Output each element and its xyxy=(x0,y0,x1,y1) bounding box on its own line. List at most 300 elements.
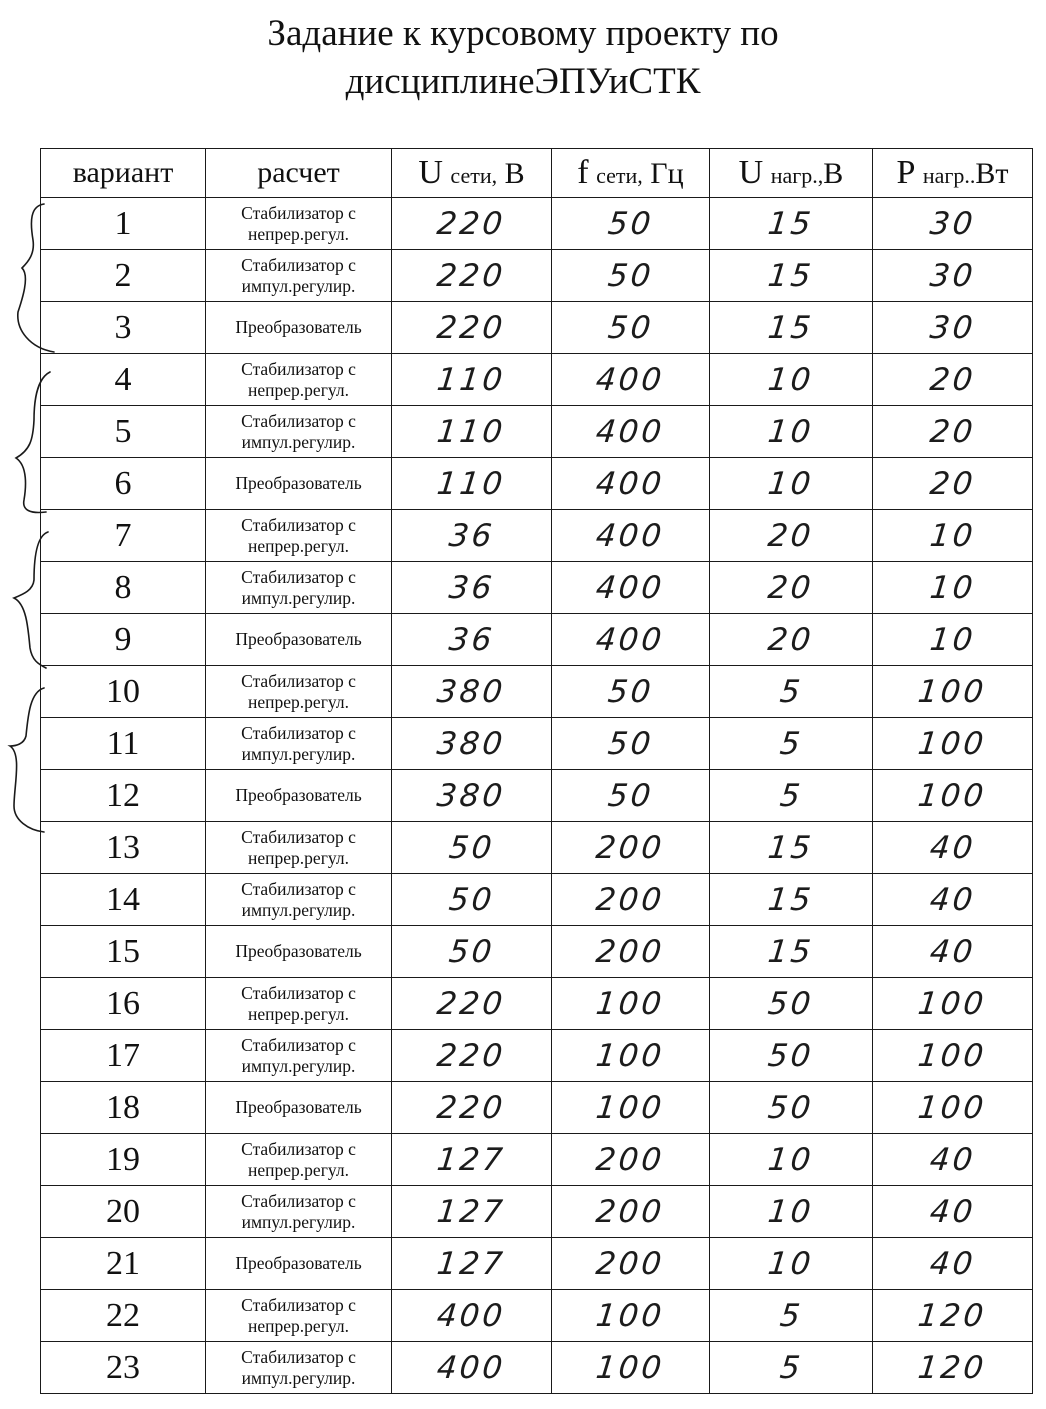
variant-cell xyxy=(41,406,206,458)
variant-cell-text: 22 xyxy=(106,1296,140,1334)
u-load-cell xyxy=(710,458,873,510)
f-net-cell-text: 100 xyxy=(594,1349,667,1386)
u-load-cell xyxy=(710,198,873,250)
header-calc: расчет xyxy=(206,149,392,198)
header-f-net xyxy=(552,149,710,198)
u-load-cell-text: 50 xyxy=(766,1089,816,1126)
variant-cell xyxy=(41,1030,206,1082)
u-load-cell-text: 15 xyxy=(766,205,816,242)
p-load-cell xyxy=(873,718,1033,770)
u-net-cell xyxy=(392,770,552,822)
calc-cell-text: Стабилизатор с непрер.регул. xyxy=(241,358,356,400)
p-load-cell xyxy=(873,614,1033,666)
calc-cell xyxy=(206,1238,392,1290)
variant-cell xyxy=(41,250,206,302)
u-net-cell-text: 380 xyxy=(435,777,508,814)
table-row xyxy=(41,406,1033,458)
calc-cell-text: Стабилизатор с импул.регулир. xyxy=(241,254,356,296)
variant-cell-text: 3 xyxy=(114,308,132,346)
table-row xyxy=(41,1082,1033,1134)
u-load-cell-text: 10 xyxy=(766,1193,816,1230)
f-net-cell-text: 200 xyxy=(594,1141,667,1178)
calc-cell-text: Преобразователь xyxy=(235,317,362,337)
u-load-cell xyxy=(710,1342,873,1394)
f-net-cell-text: 50 xyxy=(605,257,656,294)
variant-cell-text: 5 xyxy=(114,412,132,450)
u-net-cell-text: 380 xyxy=(435,673,508,710)
calc-cell xyxy=(206,666,392,718)
calc-cell-text: Стабилизатор с импул.регулир. xyxy=(241,1190,356,1232)
variant-cell xyxy=(41,562,206,614)
table-row xyxy=(41,718,1033,770)
f-net-cell-text: 200 xyxy=(594,1193,667,1230)
f-net-cell-text: 400 xyxy=(594,621,667,658)
variant-cell xyxy=(41,1238,206,1290)
u-load-cell-text: 5 xyxy=(777,1297,805,1334)
p-load-cell xyxy=(873,1290,1033,1342)
p-load-cell-text: 40 xyxy=(927,881,978,918)
f-net-cell xyxy=(552,1342,710,1394)
calc-cell xyxy=(206,302,392,354)
p-load-cell-text: 30 xyxy=(927,309,978,346)
calc-cell-text: Стабилизатор с непрер.регул. xyxy=(241,514,356,556)
p-load-cell-text: 40 xyxy=(927,829,978,866)
variant-cell-text: 8 xyxy=(114,568,132,606)
variant-cell-text: 11 xyxy=(106,724,140,762)
u-net-cell xyxy=(392,562,552,614)
variant-cell-text: 7 xyxy=(114,516,132,554)
u-load-cell xyxy=(710,874,873,926)
f-net-cell-text: 100 xyxy=(594,1297,667,1334)
f-net-cell xyxy=(552,1186,710,1238)
u-load-symbol: U xyxy=(738,154,764,191)
u-load-cell-text: 5 xyxy=(777,725,805,762)
u-net-cell-text: 400 xyxy=(435,1297,508,1334)
p-load-cell xyxy=(873,406,1033,458)
calc-cell-text: Стабилизатор с непрер.регул. xyxy=(241,826,356,868)
variant-cell xyxy=(41,666,206,718)
table-row xyxy=(41,770,1033,822)
u-net-cell-text: 220 xyxy=(435,205,508,242)
u-load-cell-text: 10 xyxy=(766,361,816,398)
u-load-cell xyxy=(710,1030,873,1082)
u-net-cell-text: 220 xyxy=(435,309,508,346)
u-net-symbol: U xyxy=(418,154,443,191)
title-line-2: дисциплинеЭПУиСТК xyxy=(345,61,701,102)
p-load-cell xyxy=(873,354,1033,406)
u-load-cell xyxy=(710,1290,873,1342)
calc-cell-text: Стабилизатор с импул.регулир. xyxy=(241,410,356,452)
u-load-sub: нагр., xyxy=(770,163,824,188)
p-load-cell-text: 30 xyxy=(927,205,978,242)
table-row xyxy=(41,1134,1033,1186)
p-load-cell-text: 30 xyxy=(927,257,978,294)
u-net-cell xyxy=(392,822,552,874)
u-load-cell xyxy=(710,1082,873,1134)
u-load-cell-text: 50 xyxy=(766,1037,816,1074)
u-net-cell xyxy=(392,978,552,1030)
f-net-cell-text: 400 xyxy=(594,361,667,398)
f-net-cell xyxy=(552,718,710,770)
u-load-cell-text: 15 xyxy=(766,309,816,346)
p-load-cell xyxy=(873,926,1033,978)
u-load-cell xyxy=(710,406,873,458)
p-load-cell xyxy=(873,1082,1033,1134)
u-net-cell xyxy=(392,1186,552,1238)
calc-cell xyxy=(206,874,392,926)
calc-cell-text: Стабилизатор с импул.регулир. xyxy=(241,722,356,764)
f-net-cell xyxy=(552,1134,710,1186)
u-load-cell-text: 15 xyxy=(766,257,816,294)
u-load-cell-text: 15 xyxy=(766,933,816,970)
p-load-cell xyxy=(873,510,1033,562)
table-row xyxy=(41,302,1033,354)
u-net-cell xyxy=(392,718,552,770)
variant-cell xyxy=(41,1186,206,1238)
f-net-cell-text: 400 xyxy=(594,517,667,554)
variant-cell xyxy=(41,198,206,250)
p-load-cell xyxy=(873,198,1033,250)
table-row xyxy=(41,562,1033,614)
u-load-cell-text: 10 xyxy=(766,413,816,450)
p-load-cell-text: 40 xyxy=(927,1245,978,1282)
calc-cell xyxy=(206,1290,392,1342)
u-net-cell xyxy=(392,1134,552,1186)
variant-cell-text: 4 xyxy=(114,360,132,398)
calc-cell xyxy=(206,1134,392,1186)
u-net-cell xyxy=(392,926,552,978)
f-net-cell-text: 400 xyxy=(594,569,667,606)
calc-cell-text: Стабилизатор с непрер.регул. xyxy=(241,1294,356,1336)
calc-cell-text: Стабилизатор с непрер.регул. xyxy=(241,202,356,244)
f-net-cell xyxy=(552,562,710,614)
p-load-cell-text: 100 xyxy=(916,673,989,710)
p-load-cell-text: 40 xyxy=(927,1141,978,1178)
calc-cell xyxy=(206,510,392,562)
p-load-cell-text: 20 xyxy=(927,465,978,502)
u-net-cell-text: 50 xyxy=(446,881,497,918)
calc-cell xyxy=(206,198,392,250)
calc-cell-text: Стабилизатор с непрер.регул. xyxy=(241,1138,356,1180)
p-load-cell xyxy=(873,458,1033,510)
u-net-cell-text: 127 xyxy=(435,1193,508,1230)
p-load-cell xyxy=(873,978,1033,1030)
table-row xyxy=(41,874,1033,926)
f-net-cell xyxy=(552,1082,710,1134)
table-row xyxy=(41,1238,1033,1290)
variant-cell-text: 10 xyxy=(106,672,140,710)
p-load-cell-text: 20 xyxy=(927,413,978,450)
u-load-cell xyxy=(710,978,873,1030)
u-net-cell-text: 220 xyxy=(435,1037,508,1074)
p-load-cell-text: 100 xyxy=(916,725,989,762)
table-row xyxy=(41,978,1033,1030)
u-load-cell-text: 10 xyxy=(766,1245,816,1282)
u-net-sub: сети, xyxy=(450,163,498,188)
u-net-cell xyxy=(392,1030,552,1082)
p-load-cell-text: 10 xyxy=(927,621,978,658)
variant-cell-text: 1 xyxy=(114,204,132,242)
u-net-cell-text: 220 xyxy=(435,985,508,1022)
p-load-cell xyxy=(873,1342,1033,1394)
variant-cell xyxy=(41,770,206,822)
table-row xyxy=(41,1030,1033,1082)
p-load-cell-text: 10 xyxy=(927,569,978,606)
f-net-cell-text: 50 xyxy=(605,725,656,762)
table-body xyxy=(41,198,1033,1394)
u-load-cell-text: 10 xyxy=(766,465,816,502)
assignment-table xyxy=(40,148,1033,1394)
variant-cell-text: 17 xyxy=(106,1036,140,1074)
calc-cell-text: Преобразователь xyxy=(235,941,362,961)
p-load-cell xyxy=(873,302,1033,354)
f-net-cell-text: 400 xyxy=(594,413,667,450)
f-net-symbol: f xyxy=(577,154,589,191)
variant-cell xyxy=(41,614,206,666)
u-load-cell-text: 5 xyxy=(777,777,805,814)
u-net-cell-text: 127 xyxy=(435,1141,508,1178)
calc-cell-text: Преобразователь xyxy=(235,473,362,493)
f-net-cell-text: 100 xyxy=(594,1089,667,1126)
u-load-cell xyxy=(710,666,873,718)
f-net-cell xyxy=(552,926,710,978)
f-net-cell-text: 50 xyxy=(605,673,656,710)
u-load-cell xyxy=(710,302,873,354)
bracket-group-4 xyxy=(10,688,44,832)
f-net-cell-text: 100 xyxy=(594,1037,667,1074)
table-row xyxy=(41,354,1033,406)
variant-cell xyxy=(41,874,206,926)
f-net-cell xyxy=(552,1238,710,1290)
variant-cell-text: 20 xyxy=(106,1192,140,1230)
calc-cell-text: Стабилизатор с импул.регулир. xyxy=(241,878,356,920)
u-load-cell-text: 15 xyxy=(766,881,816,918)
variant-cell xyxy=(41,458,206,510)
p-load-cell xyxy=(873,874,1033,926)
u-load-cell-text: 5 xyxy=(777,1349,805,1386)
f-net-cell-text: 200 xyxy=(594,829,667,866)
calc-cell xyxy=(206,406,392,458)
f-net-cell-text: 200 xyxy=(594,1245,667,1282)
calc-cell xyxy=(206,1030,392,1082)
u-net-cell-text: 127 xyxy=(435,1245,508,1282)
p-load-cell xyxy=(873,770,1033,822)
f-net-sub: сети, xyxy=(596,163,643,188)
calc-cell-text: Преобразователь xyxy=(235,785,362,805)
table-row xyxy=(41,1342,1033,1394)
variant-cell xyxy=(41,302,206,354)
calc-cell xyxy=(206,926,392,978)
f-net-cell xyxy=(552,198,710,250)
header-p-load xyxy=(873,149,1033,198)
f-net-cell xyxy=(552,250,710,302)
f-net-cell xyxy=(552,822,710,874)
p-load-cell xyxy=(873,1238,1033,1290)
u-net-cell xyxy=(392,354,552,406)
table-row xyxy=(41,614,1033,666)
p-load-cell-text: 100 xyxy=(916,777,989,814)
header-row xyxy=(41,149,1033,198)
variant-cell-text: 2 xyxy=(114,256,132,294)
table-row xyxy=(41,510,1033,562)
p-load-cell xyxy=(873,562,1033,614)
u-load-cell xyxy=(710,614,873,666)
calc-cell-text: Преобразователь xyxy=(235,1253,362,1273)
p-load-cell-text: 120 xyxy=(916,1297,989,1334)
f-net-cell-text: 200 xyxy=(594,881,667,918)
table-row xyxy=(41,250,1033,302)
u-net-cell-text: 36 xyxy=(446,569,497,606)
u-net-cell-text: 220 xyxy=(435,1089,508,1126)
p-load-cell xyxy=(873,250,1033,302)
calc-cell xyxy=(206,770,392,822)
title-line-1: Задание к курсовому проекту по xyxy=(267,13,779,54)
f-net-cell-text: 400 xyxy=(594,465,667,502)
p-load-cell xyxy=(873,1186,1033,1238)
u-net-cell-text: 110 xyxy=(435,465,508,502)
table-row xyxy=(41,198,1033,250)
u-net-cell xyxy=(392,510,552,562)
header-u-load xyxy=(710,149,873,198)
table-row xyxy=(41,1290,1033,1342)
variant-cell-text: 9 xyxy=(114,620,132,658)
f-net-unit: Гц xyxy=(650,157,684,190)
p-load-cell-text: 10 xyxy=(927,517,978,554)
calc-cell xyxy=(206,1082,392,1134)
u-load-cell xyxy=(710,510,873,562)
u-load-cell xyxy=(710,562,873,614)
variant-cell xyxy=(41,354,206,406)
u-load-cell xyxy=(710,1134,873,1186)
f-net-cell-text: 100 xyxy=(594,985,667,1022)
u-load-cell-text: 10 xyxy=(766,1141,816,1178)
u-net-cell xyxy=(392,198,552,250)
variant-cell-text: 15 xyxy=(106,932,140,970)
u-net-cell xyxy=(392,666,552,718)
u-net-cell xyxy=(392,250,552,302)
u-load-cell xyxy=(710,250,873,302)
f-net-cell xyxy=(552,1030,710,1082)
f-net-cell-text: 200 xyxy=(594,933,667,970)
f-net-cell xyxy=(552,302,710,354)
u-net-cell xyxy=(392,874,552,926)
calc-cell-text: Стабилизатор с непрер.регул. xyxy=(241,982,356,1024)
f-net-cell xyxy=(552,354,710,406)
u-load-cell-text: 20 xyxy=(766,517,816,554)
calc-cell-text: Преобразователь xyxy=(235,629,362,649)
variant-cell xyxy=(41,978,206,1030)
variant-cell xyxy=(41,1134,206,1186)
u-load-cell xyxy=(710,926,873,978)
table-row xyxy=(41,822,1033,874)
calc-cell xyxy=(206,718,392,770)
f-net-cell xyxy=(552,510,710,562)
u-net-cell-text: 50 xyxy=(446,933,497,970)
f-net-cell xyxy=(552,770,710,822)
variant-cell-text: 13 xyxy=(106,828,140,866)
u-load-cell-text: 50 xyxy=(766,985,816,1022)
variant-cell-text: 23 xyxy=(106,1348,140,1386)
calc-cell xyxy=(206,354,392,406)
u-net-cell xyxy=(392,406,552,458)
p-load-unit: Вт xyxy=(975,157,1009,190)
variant-cell xyxy=(41,1082,206,1134)
calc-cell xyxy=(206,250,392,302)
calc-cell xyxy=(206,822,392,874)
variant-cell-text: 6 xyxy=(114,464,132,502)
calc-cell xyxy=(206,562,392,614)
table-row xyxy=(41,1186,1033,1238)
u-load-cell xyxy=(710,1186,873,1238)
f-net-cell-text: 50 xyxy=(605,777,656,814)
p-load-cell xyxy=(873,666,1033,718)
u-load-unit: В xyxy=(823,157,844,190)
variant-cell xyxy=(41,926,206,978)
calc-cell-text: Преобразователь xyxy=(235,1097,362,1117)
f-net-cell xyxy=(552,1290,710,1342)
calc-cell-text: Стабилизатор с импул.регулир. xyxy=(241,1346,356,1388)
variant-cell xyxy=(41,510,206,562)
f-net-cell xyxy=(552,406,710,458)
document-title xyxy=(0,10,1046,106)
p-load-cell-text: 40 xyxy=(927,933,978,970)
f-net-cell-text: 50 xyxy=(605,205,656,242)
table-row xyxy=(41,926,1033,978)
u-net-cell xyxy=(392,1082,552,1134)
p-load-cell-text: 20 xyxy=(927,361,978,398)
p-load-symbol: P xyxy=(896,154,916,191)
variant-cell xyxy=(41,1342,206,1394)
u-load-cell xyxy=(710,1238,873,1290)
table-row xyxy=(41,458,1033,510)
p-load-cell xyxy=(873,1134,1033,1186)
calc-cell xyxy=(206,614,392,666)
variant-cell xyxy=(41,822,206,874)
f-net-cell xyxy=(552,666,710,718)
f-net-cell xyxy=(552,458,710,510)
header-variant: вариант xyxy=(41,149,206,198)
f-net-cell-text: 50 xyxy=(605,309,656,346)
u-load-cell-text: 5 xyxy=(777,673,805,710)
variant-cell-text: 18 xyxy=(106,1088,140,1126)
variant-cell xyxy=(41,1290,206,1342)
calc-cell xyxy=(206,1342,392,1394)
u-load-cell xyxy=(710,718,873,770)
variant-cell-text: 19 xyxy=(106,1140,140,1178)
variant-cell-text: 14 xyxy=(106,880,140,918)
u-net-cell-text: 400 xyxy=(435,1349,508,1386)
p-load-cell-text: 120 xyxy=(916,1349,989,1386)
calc-cell xyxy=(206,458,392,510)
table-row xyxy=(41,666,1033,718)
u-load-cell-text: 15 xyxy=(766,829,816,866)
calc-cell-text: Стабилизатор с непрер.регул. xyxy=(241,670,356,712)
u-load-cell xyxy=(710,822,873,874)
u-net-cell xyxy=(392,1238,552,1290)
variant-cell-text: 16 xyxy=(106,984,140,1022)
f-net-cell xyxy=(552,614,710,666)
p-load-cell xyxy=(873,822,1033,874)
f-net-cell xyxy=(552,978,710,1030)
u-net-cell-text: 110 xyxy=(435,413,508,450)
u-load-cell-text: 20 xyxy=(766,621,816,658)
u-net-cell-text: 380 xyxy=(435,725,508,762)
calc-cell xyxy=(206,978,392,1030)
u-net-cell xyxy=(392,1342,552,1394)
u-net-cell-text: 36 xyxy=(446,621,497,658)
p-load-cell-text: 100 xyxy=(916,985,989,1022)
calc-cell-text: Стабилизатор с импул.регулир. xyxy=(241,1034,356,1076)
